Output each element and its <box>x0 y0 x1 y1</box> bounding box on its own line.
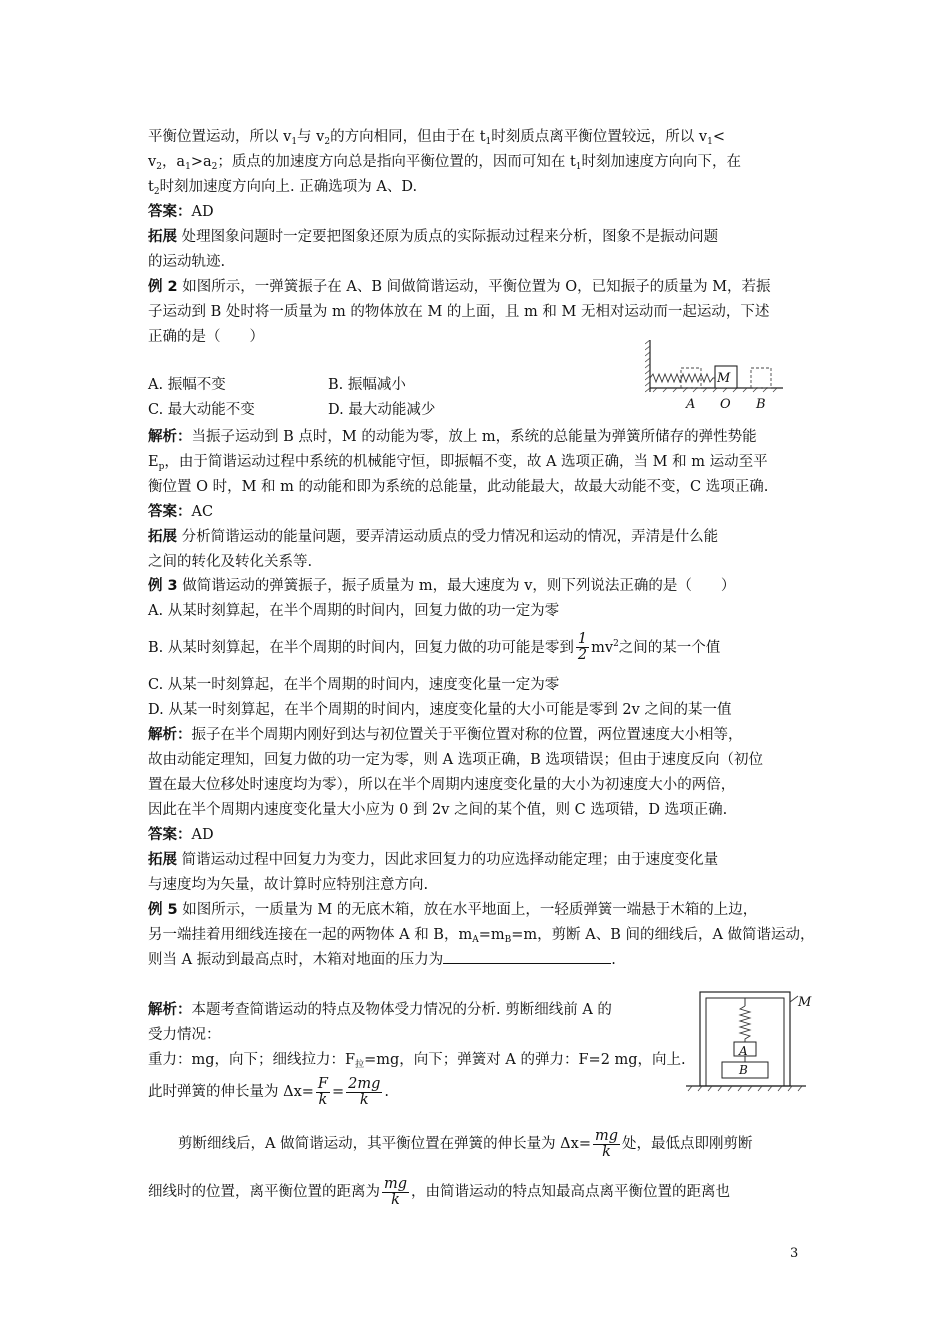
figure-label-A: A <box>686 397 696 412</box>
text-line: 的运动轨迹. <box>148 254 226 270</box>
solution-line: 此时弹簧的伸长量为 Δx= $\frac{F}{k}$ = $\frac{2mg}{k}$ . <box>148 1075 390 1108</box>
solution-line: 解析：本题考查简谐运动的特点及物体受力情况的分析. 剪断细线前 A 的 <box>148 1002 612 1018</box>
question-line: 例 2 如图所示，一弹簧振子在 A、B 间做简谐运动，平衡位置为 O，已知振子的质量为 M，若振 <box>148 279 771 295</box>
option-A: A. 从某时刻算起，在半个周期的时间内，回复力做的功一定为零 <box>148 603 560 619</box>
figure-label-B: B <box>756 397 766 412</box>
text-line: 之间的转化及转化关系等. <box>148 554 313 570</box>
fraction-mg-over-k: $\frac{mg}{k}$ <box>595 1127 619 1160</box>
solution-line: 因此在半个周期内速度变化量大小应为 0 到 2v 之间的某个值，则 C 选项错，D 选项正确. <box>148 802 728 818</box>
text-line: $t_2$时刻加速度方向向上. 正确选项为 A、D. <box>148 179 418 197</box>
option-D: D. 从某一时刻算起，在半个周期的时间内，速度变化量的大小可能是零到 2v 之间的某一值 <box>148 702 732 718</box>
solution-line: 置在最大位移处时速度均为零），所以在半个周期内速度变化量的大小为初速度大小的两倍， <box>148 777 736 793</box>
text-line: 平衡位置运动，所以 $v_1$与 $v_2$的方向相同，但由于在 $t_1$时刻质点离平衡位置较远，所以 $v_1<$ <box>148 129 725 147</box>
figure-label-B: B <box>739 1063 748 1077</box>
option-C: C. 从某一时刻算起，在半个周期的时间内，速度变化量一定为零 <box>148 677 560 693</box>
fraction-F-over-k: $\frac{F}{k}$ <box>317 1075 328 1108</box>
option-B: B. 振幅减小 <box>328 377 406 393</box>
answer-line: 答案：AD <box>148 827 214 843</box>
question-line: 另一端挂着用细线连接在一起的两物体 A 和 B，$m_A=m_B=m$，剪断 A、B 间的细线后，A 做简谐运动， <box>148 927 815 945</box>
solution-line: 衡位置 O 时，M 和 m 的动能和即为系统的总能量，此动能最大，故最大动能不变，C 选项正确. <box>148 479 769 495</box>
extension-line: 拓展 处理图象问题时一定要把图象还原为质点的实际振动过程来分析，图象不是振动问题 <box>148 229 719 245</box>
solution-line: 故由动能定理知，回复力做的功一定为零，则 A 选项正确，B 选项错误；但由于速度反向（初位 <box>148 752 763 768</box>
solution-line: 剪断细线后，A 做简谐运动，其平衡位置在弹簧的伸长量为 Δx= $\frac{mg}{k}$ 处，最低点即刚剪断 <box>178 1127 753 1160</box>
text-line: $v_2$，$a_1>a_2$；质点的加速度方向总是指向平衡位置的，因而可知在 $t_1$时刻加速度方向向下，在 <box>148 154 742 172</box>
question-line: 则当 A 振动到最高点时，木箱对地面的压力为 . <box>148 949 616 971</box>
solution-line: $E_p$，由于简谐运动过程中系统的机械能守恒，即振幅不变，故 A 选项正确，当 M 和 m 运动至平 <box>148 454 768 472</box>
figure-label-A: A <box>739 1044 748 1058</box>
extension-line: 拓展 简谐运动过程中回复力为变力，因此求回复力的功应选择动能定理；由于速度变化量 <box>148 852 719 868</box>
option-C: C. 最大动能不变 <box>148 402 255 418</box>
fraction-mg-over-k: $\frac{mg}{k}$ <box>384 1175 408 1208</box>
solution-line: 解析：振子在半个周期内刚好到达与初位置关于平衡位置对称的位置，两位置速度大小相等， <box>148 727 743 743</box>
answer-blank[interactable] <box>443 949 611 964</box>
answer-line: 答案：AC <box>148 504 214 520</box>
fraction-2mg-over-k: $\frac{2mg}{k}$ <box>348 1075 381 1108</box>
question-line: 正确的是（ ） <box>148 329 264 345</box>
solution-line: 重力：mg，向下；细线拉力：$F_拉=mg$，向下；弹簧对 A 的弹力：F=2 mg，向上. <box>148 1052 686 1070</box>
text-line: 与速度均为矢量，故计算时应特别注意方向. <box>148 877 429 893</box>
option-D: D. 最大动能减少 <box>328 402 436 418</box>
solution-line: 解析：当振子运动到 B 点时，M 的动能为零，放上 m，系统的总能量为弹簧所储存的弹性势能 <box>148 429 757 445</box>
answer-line: 答案：AD <box>148 204 214 220</box>
figure-label-M: M <box>798 995 812 1010</box>
question-line: 例 5 如图所示，一质量为 M 的无底木箱，放在水平地面上，一轻质弹簧一端悬于木箱的上边， <box>148 902 758 918</box>
option-A: A. 振幅不变 <box>148 377 226 393</box>
figure-label-M: M <box>717 371 731 386</box>
question-line: 例 3 做简谐运动的弹簧振子，振子质量为 m，最大速度为 v，则下列说法正确的是（ ） <box>148 578 736 594</box>
option-B: B. 从某时刻算起，在半个周期的时间内，回复力做的功可能是零到 $\frac{1}{2}$ $mv^2$之间的某一个值 <box>148 631 721 664</box>
figure-label-O: O <box>720 397 731 412</box>
extension-line: 拓展 分析简谐运动的能量问题，要弄清运动质点的受力情况和运动的情况，弄清是什么能 <box>148 529 719 545</box>
fraction-one-half: $\frac{1}{2}$ <box>577 631 588 664</box>
question-line: 子运动到 B 处时将一质量为 m 的物体放在 M 的上面，且 m 和 M 无相对运动而一起运动，下述 <box>148 304 770 320</box>
solution-line: 细线时的位置，离平衡位置的距离为 $\frac{mg}{k}$ ，由简谐运动的特点知最高点离平衡位置的距离也 <box>148 1175 731 1208</box>
solution-line: 受力情况： <box>148 1027 221 1043</box>
page-number: 3 <box>790 1246 799 1261</box>
